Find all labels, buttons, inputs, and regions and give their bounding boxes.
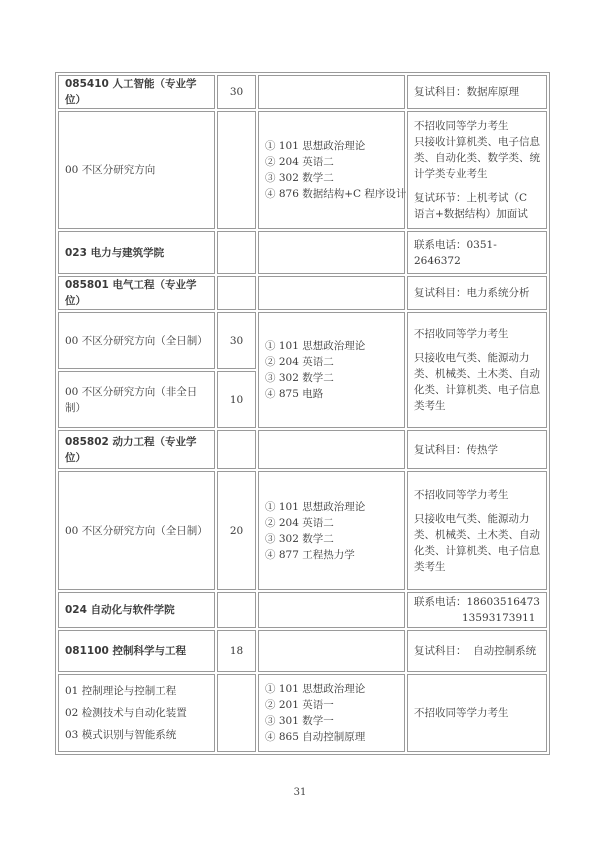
- subjects-cell: [258, 592, 405, 628]
- notes-cell: [407, 471, 547, 590]
- contact-phone: 联系电话：18603516473: [414, 596, 540, 608]
- table-row: [58, 276, 547, 310]
- direction-name: 00 不区分研究方向（非全日制）: [58, 371, 215, 428]
- note: 复试环节：上机考试（C 语言+数据结构）加面试: [414, 192, 528, 220]
- note: 只接收电气类、能源动力类、机械类、土木类、自动化类、计算机类、电子信息类考生: [414, 352, 540, 412]
- table-row: [58, 471, 547, 590]
- exam-subject: ④ 876 数据结构+C 程序设计: [265, 188, 407, 200]
- major-name: 085801 电气工程（专业学位）: [58, 276, 215, 310]
- table-row: [58, 430, 547, 469]
- college-name: 023 电力与建筑学院: [58, 231, 215, 274]
- direction-name: 00 不区分研究方向（全日制）: [58, 471, 215, 590]
- quota-cell: [217, 674, 256, 752]
- notes-cell: [407, 312, 547, 428]
- subjects-cell: [258, 276, 405, 310]
- notes-cell: 复试科目：传热学: [407, 430, 547, 469]
- quota-cell: [217, 592, 256, 628]
- subjects-cell: [258, 630, 405, 672]
- exam-subject: ② 204 英语二: [265, 356, 334, 368]
- note: 只接收计算机类、电子信息类、自动化类、数学类、统计学类专业考生: [414, 136, 540, 180]
- table-row: [58, 111, 547, 229]
- quota-cell: [217, 231, 256, 274]
- subjects-cell: [258, 111, 405, 229]
- notes-cell: [407, 592, 547, 628]
- table-row: [58, 592, 547, 628]
- direction-name: 01 控制理论与控制工程: [65, 685, 177, 697]
- table-row: [58, 630, 547, 672]
- exam-subject: ③ 302 数学二: [265, 172, 334, 184]
- quota-cell: 18: [217, 630, 256, 672]
- direction-name: 02 检测技术与自动化装置: [65, 707, 187, 719]
- notes-cell: [407, 111, 547, 229]
- admissions-table: [55, 72, 550, 755]
- exam-subject: ③ 302 数学二: [265, 372, 334, 384]
- subjects-cell: [258, 430, 405, 469]
- note: 不招收同等学力考生: [414, 328, 509, 340]
- major-name: 085802 动力工程（专业学位）: [58, 430, 215, 469]
- subjects-cell: [258, 75, 405, 109]
- exam-subject: ④ 865 自动控制原理: [265, 731, 366, 743]
- subjects-cell: [258, 471, 405, 590]
- notes-cell: 复试科目：电力系统分析: [407, 276, 547, 310]
- direction-name: 03 模式识别与智能系统: [65, 729, 177, 741]
- note: 不招收同等学力考生: [414, 120, 509, 132]
- quota-cell: [217, 111, 256, 229]
- table-row: [58, 674, 547, 752]
- exam-subject: ② 204 英语二: [265, 156, 334, 168]
- notes-cell: 复试科目：数据库原理: [407, 75, 547, 109]
- notes-cell: 联系电话：0351-2646372: [407, 231, 547, 274]
- exam-subject: ① 101 思想政治理论: [265, 140, 366, 152]
- exam-subject: ③ 302 数学二: [265, 532, 334, 545]
- exam-subject: ① 101 思想政治理论: [265, 500, 366, 513]
- quota-cell: 10: [217, 371, 256, 428]
- contact-phone: 13593173911: [462, 612, 536, 624]
- exam-subject: ② 204 英语二: [265, 516, 334, 529]
- quota-cell: [217, 430, 256, 469]
- quota-cell: 30: [217, 75, 256, 109]
- table-row: [58, 231, 547, 274]
- table-row: [58, 75, 547, 109]
- quota-cell: 30: [217, 312, 256, 369]
- exam-subject: ① 101 思想政治理论: [265, 340, 366, 352]
- college-name: 024 自动化与软件学院: [58, 592, 215, 628]
- page-number: 31: [293, 787, 307, 798]
- major-name: 081100 控制科学与工程: [58, 630, 215, 672]
- major-name: 085410 人工智能（专业学位）: [58, 75, 215, 109]
- exam-subject: ④ 875 电路: [265, 388, 324, 400]
- subjects-cell: [258, 312, 405, 428]
- subjects-cell: [258, 674, 405, 752]
- table-row: [58, 312, 547, 369]
- notes-cell: 不招收同等学力考生: [407, 674, 547, 752]
- notes-cell: 复试科目： 自动控制系统: [407, 630, 547, 672]
- direction-name: 00 不区分研究方向: [58, 111, 215, 229]
- direction-name: 00 不区分研究方向（全日制）: [58, 312, 215, 369]
- exam-subject: ① 101 思想政治理论: [265, 683, 366, 695]
- note: 不招收同等学力考生: [414, 488, 509, 501]
- quota-cell: 20: [217, 471, 256, 590]
- directions-cell: [58, 674, 215, 752]
- subjects-cell: [258, 231, 405, 274]
- quota-cell: [217, 276, 256, 310]
- exam-subject: ④ 877 工程热力学: [265, 548, 355, 561]
- exam-subject: ② 201 英语一: [265, 699, 334, 711]
- note: 只接收电气类、能源动力类、机械类、土木类、自动化类、计算机类、电子信息类考生: [414, 512, 540, 573]
- exam-subject: ③ 301 数学一: [265, 715, 334, 727]
